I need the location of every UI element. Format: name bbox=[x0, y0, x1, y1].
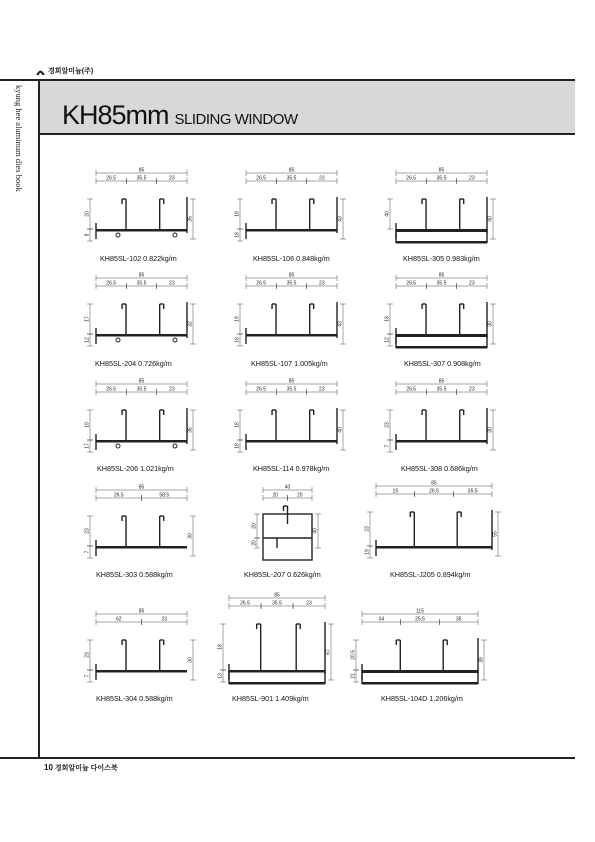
dim-label: 35 bbox=[455, 616, 462, 623]
profile-weight: 1.206kg/m bbox=[427, 694, 463, 703]
profile-code: KH85SL-901 bbox=[232, 694, 274, 703]
profile-drawing bbox=[385, 379, 497, 453]
profile-caption bbox=[232, 694, 309, 703]
dim-label: 26.5 bbox=[113, 492, 124, 499]
profile-weight: 0.978kg/m bbox=[293, 464, 330, 473]
profile-caption bbox=[253, 464, 329, 473]
dim-label: 85 bbox=[138, 272, 145, 279]
dim-label: 34 bbox=[378, 616, 385, 623]
dim-label: 20.5 bbox=[350, 650, 357, 660]
dim-label: 30 bbox=[487, 321, 494, 327]
dim-label: 40 bbox=[337, 427, 344, 433]
dim-label: 17 bbox=[84, 316, 91, 322]
dim-label: 40 bbox=[384, 211, 391, 217]
dim-label: 23 bbox=[84, 652, 91, 658]
profile-code: KH85SL-308 bbox=[401, 464, 443, 473]
page-number: 10 bbox=[44, 763, 53, 772]
profile-weight: 1.005kg/m bbox=[292, 359, 328, 368]
profile-weight: 0.908kg/m bbox=[445, 359, 481, 368]
profile-drawing bbox=[85, 273, 197, 347]
profile-caption bbox=[381, 694, 463, 703]
dim-label: 26.5 bbox=[406, 280, 417, 287]
profile-weight: 0.588kg/m bbox=[137, 694, 173, 703]
dim-label: 26.5 bbox=[106, 175, 117, 182]
profile-caption bbox=[97, 464, 174, 473]
dim-label: 43 bbox=[337, 216, 344, 222]
profile-code: KH85SL-303 bbox=[96, 570, 138, 579]
dim-label: 25.5 bbox=[415, 616, 425, 623]
dim-label: 23 bbox=[169, 175, 175, 182]
dim-label: 35.5 bbox=[467, 488, 478, 495]
dim-label: 18 bbox=[234, 422, 241, 428]
profile-drawing bbox=[85, 379, 197, 453]
dim-label: 35.5 bbox=[136, 386, 147, 393]
dim-label: 23 bbox=[319, 175, 325, 182]
dim-label: 20 bbox=[251, 523, 258, 529]
profile-drawing bbox=[351, 609, 488, 685]
dim-label: 23 bbox=[169, 386, 175, 393]
dim-label: 35.5 bbox=[286, 175, 297, 182]
profile-caption bbox=[251, 359, 328, 368]
dim-label: 35.5 bbox=[286, 280, 297, 287]
profile-weight: 0.894kg/m bbox=[434, 570, 471, 579]
dim-label: 17 bbox=[84, 443, 91, 449]
dim-label: 26.5 bbox=[240, 600, 250, 607]
profile-code: KH85SL-104D bbox=[381, 694, 428, 703]
dim-label: 35.5 bbox=[436, 280, 447, 287]
dim-label: 18 bbox=[217, 644, 224, 650]
dim-label: 23 bbox=[161, 616, 168, 623]
profile-drawing bbox=[218, 593, 335, 685]
dim-label: 20 bbox=[272, 492, 279, 499]
dim-label: 67 bbox=[325, 649, 332, 655]
side-text-label: kyung hee aluminum dies book bbox=[14, 85, 24, 192]
profile-caption bbox=[96, 570, 173, 579]
profile-code: KH85SL-107 bbox=[251, 359, 293, 368]
dim-label: 7 bbox=[384, 444, 391, 448]
dim-label: 23 bbox=[84, 528, 91, 534]
profile-weight: 0.588kg/m bbox=[137, 570, 173, 579]
dim-label: 13 bbox=[217, 673, 224, 679]
profile-drawing bbox=[385, 168, 497, 244]
dim-label: 85 bbox=[438, 167, 445, 174]
profile-code: KH85SL-J205 bbox=[390, 570, 435, 579]
dim-label: 19 bbox=[84, 422, 91, 428]
profile-weight: 1.021kg/m bbox=[138, 464, 174, 473]
profile-weight: 1.409kg/m bbox=[273, 694, 309, 703]
dim-label: 85 bbox=[438, 378, 445, 385]
profile-caption bbox=[95, 359, 172, 368]
dim-label: 19 bbox=[234, 316, 241, 322]
dim-label: 23 bbox=[469, 175, 475, 182]
dim-label: 23 bbox=[469, 280, 475, 287]
footer bbox=[44, 763, 118, 773]
dim-label: 85 bbox=[138, 608, 145, 615]
dim-label: 26.5 bbox=[256, 386, 267, 393]
profile-drawing bbox=[365, 481, 502, 559]
dim-label: 15 bbox=[392, 488, 399, 495]
dim-label: 12 bbox=[84, 337, 91, 343]
profile-code: KH85SL-207 bbox=[244, 570, 286, 579]
dim-label: 18 bbox=[234, 232, 241, 238]
dim-label: 26.5 bbox=[429, 488, 439, 495]
profile-caption bbox=[390, 570, 470, 579]
dim-label: 62 bbox=[115, 616, 122, 623]
profile-caption bbox=[253, 254, 330, 263]
profile-code: KH85SL-114 bbox=[253, 464, 294, 473]
dim-label: 85 bbox=[438, 272, 445, 279]
profile-drawing bbox=[252, 485, 322, 561]
profile-caption bbox=[404, 359, 481, 368]
dim-label: 19 bbox=[234, 211, 241, 217]
dim-label: 35.5 bbox=[436, 386, 447, 393]
profile-drawing bbox=[85, 168, 197, 242]
profile-code: KH85SL-305 bbox=[403, 254, 445, 263]
dim-label: 26.5 bbox=[106, 280, 117, 287]
dim-label: 23 bbox=[364, 526, 371, 532]
profile-caption bbox=[403, 254, 480, 263]
dim-label: 35.5 bbox=[286, 386, 297, 393]
dim-label: 23 bbox=[169, 280, 175, 287]
dim-label: 35 bbox=[187, 216, 194, 222]
dim-label: 26.5 bbox=[256, 280, 267, 287]
dim-label: 12 bbox=[384, 337, 391, 343]
profile-drawing bbox=[235, 273, 347, 347]
dim-label: 35.5 bbox=[272, 600, 282, 607]
profile-weight: 0.822kg/m bbox=[141, 254, 177, 263]
dim-label: 18 bbox=[384, 316, 391, 322]
dim-label: 58.5 bbox=[159, 492, 170, 499]
dim-label: 23 bbox=[319, 386, 325, 393]
profile-weight: 0.726kg/m bbox=[136, 359, 172, 368]
profile-code: KH85SL-106 bbox=[253, 254, 295, 263]
dim-label: 26.5 bbox=[406, 175, 417, 182]
dim-label: 85 bbox=[431, 480, 437, 487]
dim-label: 40 bbox=[284, 484, 291, 491]
profile-code: KH85SL-206 bbox=[97, 464, 139, 473]
profile-code: KH85SL-304 bbox=[96, 694, 138, 703]
profile-drawing bbox=[85, 609, 197, 683]
title-main: KH85mm bbox=[62, 100, 169, 130]
dim-label: 43 bbox=[337, 321, 344, 327]
dim-label: 55 bbox=[492, 531, 499, 537]
footer-text: 경희알미늄 다이스북 bbox=[54, 765, 118, 772]
title-sub: SLIDING WINDOW bbox=[174, 111, 298, 128]
dim-label: 40 bbox=[312, 528, 319, 534]
dim-label: 85 bbox=[138, 378, 145, 385]
dim-label: 85 bbox=[288, 167, 295, 174]
dim-label: 20 bbox=[84, 211, 91, 217]
dim-label: 26.5 bbox=[256, 175, 267, 182]
dim-label: 35.5 bbox=[436, 175, 447, 182]
dim-label: 23 bbox=[306, 600, 312, 607]
profile-caption bbox=[100, 254, 177, 263]
profile-caption bbox=[96, 694, 173, 703]
dim-label: 35.5 bbox=[136, 280, 147, 287]
dim-label: 23 bbox=[319, 280, 325, 287]
profile-caption bbox=[244, 570, 321, 579]
profile-weight: 0.626kg/m bbox=[285, 570, 321, 579]
dim-label: 85 bbox=[138, 484, 145, 491]
dim-label: 18 bbox=[234, 337, 241, 343]
dim-label: 85 bbox=[288, 378, 295, 385]
dim-label: 85 bbox=[288, 272, 295, 279]
dim-label: 115 bbox=[416, 608, 424, 615]
profile-drawing bbox=[85, 485, 197, 559]
dim-label: 9 bbox=[84, 233, 91, 237]
profile-code: KH85SL-102 bbox=[100, 254, 142, 263]
profile-weight: 0.983kg/m bbox=[444, 254, 480, 263]
dim-label: 18 bbox=[234, 443, 241, 449]
dim-label: 32 bbox=[187, 321, 194, 327]
profile-caption bbox=[401, 464, 478, 473]
dim-label: 23 bbox=[469, 386, 475, 393]
profile-drawing bbox=[235, 168, 347, 242]
dim-label: 85 bbox=[138, 167, 145, 174]
dim-label: 30 bbox=[187, 533, 194, 539]
dim-label: 19 bbox=[364, 549, 371, 555]
profile-weight: 0.848kg/m bbox=[294, 254, 330, 263]
dim-label: 7 bbox=[84, 674, 91, 678]
dim-label: 30 bbox=[187, 657, 194, 663]
dim-label: 26.5 bbox=[106, 386, 117, 393]
dim-label: 26.5 bbox=[406, 386, 417, 393]
dim-label: 36 bbox=[187, 427, 194, 433]
dim-label: 30 bbox=[487, 427, 494, 433]
profile-code: KH85SL-204 bbox=[95, 359, 137, 368]
dim-label: 21 bbox=[350, 673, 357, 679]
dim-label: 7 bbox=[84, 550, 91, 554]
profile-drawing bbox=[385, 273, 497, 349]
dim-label: 20 bbox=[251, 540, 258, 546]
dim-label: 40 bbox=[487, 216, 494, 222]
dim-label: 20 bbox=[296, 492, 303, 499]
dim-label: 23 bbox=[384, 422, 391, 428]
dim-label: 39 bbox=[478, 657, 485, 663]
profile-code: KH85SL-307 bbox=[404, 359, 446, 368]
dim-label: 85 bbox=[274, 592, 280, 599]
profile-drawing bbox=[235, 379, 347, 453]
company-name: 경희알미늄(주) bbox=[48, 68, 94, 75]
profile-weight: 0.686kg/m bbox=[442, 464, 478, 473]
footer-rule bbox=[0, 757, 575, 759]
dim-label: 35.5 bbox=[136, 175, 147, 182]
